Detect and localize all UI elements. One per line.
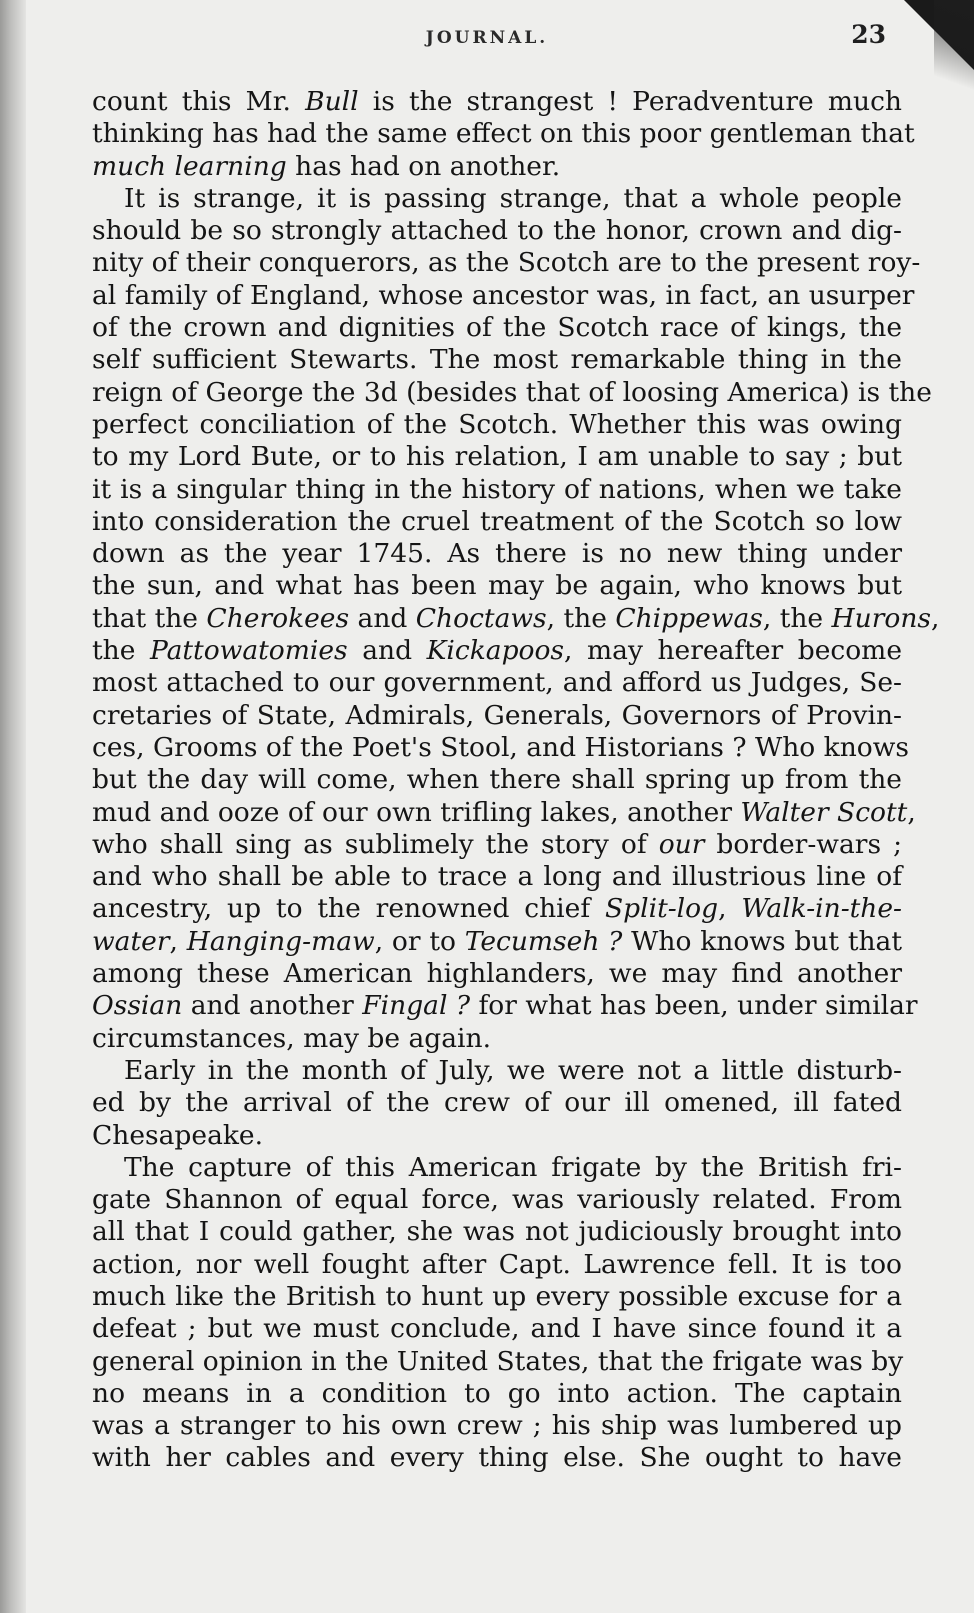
text-line: of the crown and dignities of the Scotch race of kings, the bbox=[92, 312, 902, 344]
italic-text: Tecumseh ? bbox=[464, 925, 623, 957]
text-line: cretaries of State, Admirals, Generals, Governors of Provin- bbox=[92, 699, 902, 731]
text-line: was a stranger to his own crew ; his ship was lumbered up bbox=[92, 1410, 902, 1442]
text-line: count this Mr. Bull is the strangest ! Peradventure much bbox=[92, 86, 902, 117]
text-line: perfect conciliation of the Scotch. Whether this was owing bbox=[92, 408, 902, 440]
page-number: 23 bbox=[851, 20, 886, 49]
italic-text: Cherokees bbox=[206, 602, 350, 634]
text-line: al family of England, whose ancestor was, in fact, an usurper bbox=[92, 279, 915, 311]
text-line: The capture of this American frigate by the British fri- bbox=[124, 1151, 902, 1183]
running-head: JOURNAL. bbox=[425, 28, 549, 48]
text-line: mud and ooze of our own trifling lakes, another Walter Scott, bbox=[92, 796, 916, 828]
text-line: no means in a condition to go into action. The captain bbox=[92, 1377, 902, 1409]
text-line: that the Cherokees and Choctaws, the Chippewas, the Hurons, bbox=[92, 602, 940, 634]
italic-text: our bbox=[658, 828, 705, 860]
text-line: most attached to our government, and afford us Judges, Se- bbox=[92, 667, 902, 699]
italic-text: Pattowatomies bbox=[149, 635, 348, 667]
italic-text: Bull bbox=[305, 86, 359, 117]
text-line: with her cables and every thing else. She ought to have bbox=[92, 1442, 902, 1474]
italic-text: Ossian bbox=[92, 990, 183, 1022]
text-line: nity of their conquerors, as the Scotch are to the present roy- bbox=[92, 247, 921, 279]
text-line: reign of George the 3d (besides that of loosing America) is the bbox=[92, 376, 932, 408]
italic-text: Fingal ? bbox=[362, 990, 471, 1022]
text-line: gate Shannon of equal force, was variously related. From bbox=[92, 1184, 902, 1216]
text-line: down as the year 1745. As there is no new thing under bbox=[92, 538, 902, 570]
page-gutter-shadow bbox=[0, 0, 26, 1613]
text-line: action, nor well fought after Capt. Lawrence fell. It is too bbox=[92, 1248, 902, 1280]
italic-text: Hurons bbox=[831, 602, 931, 634]
italic-text: Chippewas bbox=[615, 602, 763, 634]
italic-text: much learning bbox=[92, 150, 287, 182]
text-line: self sufficient Stewarts. The most remarkable thing in the bbox=[92, 344, 902, 376]
text-line: the Pattowatomies and Kickapoos, may hereafter become bbox=[92, 635, 902, 667]
text-line: It is strange, it is passing strange, that a whole people bbox=[124, 182, 902, 214]
text-line: the sun, and what has been may be again, who knows but bbox=[92, 570, 902, 602]
page-corner-fade bbox=[934, 0, 974, 150]
body-text bbox=[92, 86, 940, 1475]
text-line: all that I could gather, she was not judiciously brought into bbox=[92, 1216, 902, 1248]
text-line: Chesapeake. bbox=[92, 1119, 264, 1151]
text-line: Early in the month of July, we were not a little disturb- bbox=[124, 1054, 902, 1086]
italic-text: water bbox=[92, 925, 170, 957]
text-line: into consideration the cruel treatment of the Scotch so low bbox=[92, 505, 902, 537]
text-line: ed by the arrival of the crew of our ill omened, ill fated bbox=[92, 1087, 902, 1119]
text-line: it is a singular thing in the history of nations, when we take bbox=[92, 473, 902, 505]
text-line: ces, Grooms of the Poet's Stool, and Historians ? Who knows bbox=[92, 731, 910, 763]
italic-text: Split-log bbox=[605, 893, 719, 925]
text-line: among these American highlanders, we may find another bbox=[92, 958, 902, 990]
italic-text: Choctaws bbox=[415, 602, 547, 634]
text-line: should be so strongly attached to the honor, crown and dig- bbox=[92, 215, 902, 247]
text-line: general opinion in the United States, that the frigate was by bbox=[92, 1345, 904, 1377]
text-line: and who shall be able to trace a long and illustrious line of bbox=[92, 861, 902, 893]
italic-text: Hanging-maw bbox=[186, 925, 375, 957]
italic-text: Walter Scott bbox=[740, 796, 908, 828]
text-line: to my Lord Bute, or to his relation, I am unable to say ; but bbox=[92, 441, 902, 473]
text-line: ancestry, up to the renowned chief Split-log, Walk-in-the- bbox=[92, 893, 902, 925]
text-line: defeat ; but we must conclude, and I have since found it a bbox=[92, 1313, 902, 1345]
text-line: but the day will come, when there shall spring up from the bbox=[92, 764, 902, 796]
italic-text: Kickapoos bbox=[426, 635, 565, 667]
text-line: Ossian and another Fingal ? for what has been, under similar bbox=[92, 990, 918, 1022]
text-line: much learning has had on another. bbox=[92, 150, 561, 182]
text-line: thinking has had the same effect on this poor gentleman that bbox=[92, 118, 915, 150]
text-line: who shall sing as sublimely the story of our border-wars ; bbox=[92, 828, 902, 860]
text-line: circumstances, may be again. bbox=[92, 1022, 492, 1054]
text-line: much like the British to hunt up every possible excuse for a bbox=[92, 1280, 902, 1312]
italic-text: Walk-in-the- bbox=[741, 893, 902, 925]
text-line: water, Hanging-maw, or to Tecumseh ? Who knows but that bbox=[92, 925, 902, 957]
